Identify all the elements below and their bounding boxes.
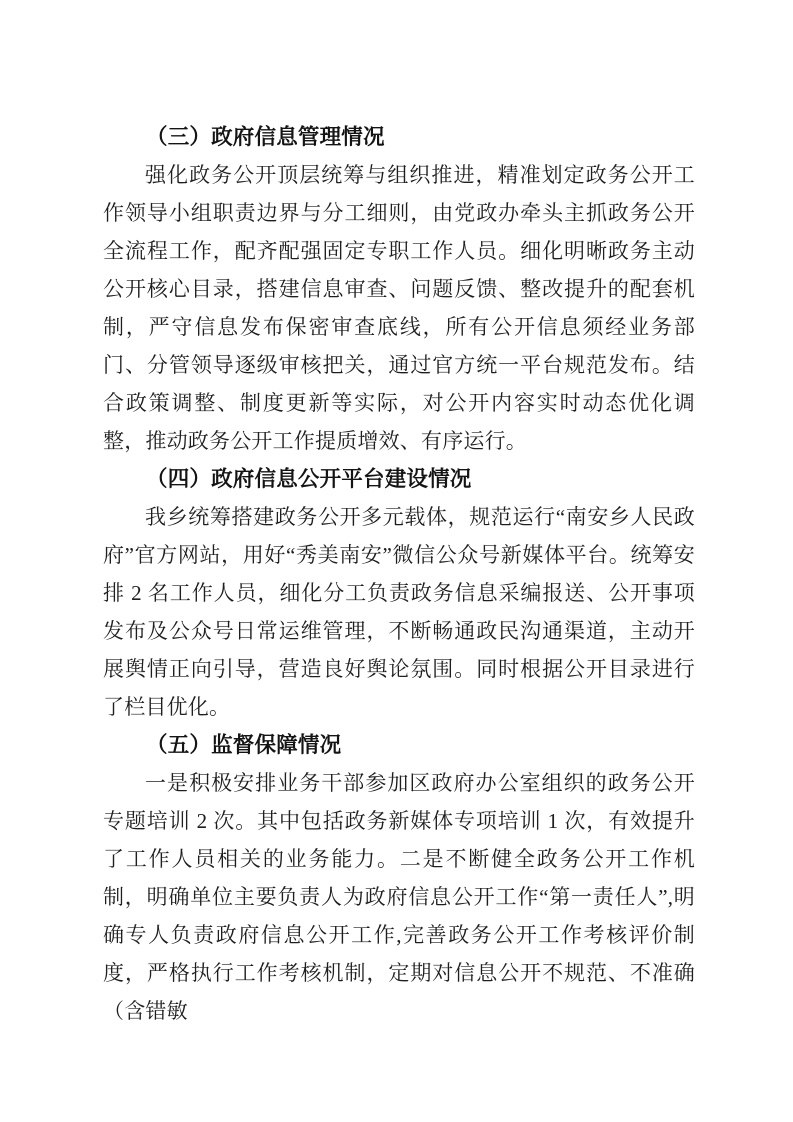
section-paragraph-info-management: 强化政务公开顶层统筹与组织推进，精准划定政务公开工作领导小组职责边界与分工细则，由党政办牵头主抓政务公开全流程工作，配齐配强固定专职工作人员。细化明晰政务主动公开核心目录，搭建信息审查、问题反馈、整改提升的配套机制，严守信息发布保密审查底线，所有公开信息须经业务部门、分管领导逐级审核把关，通过官方统一平台规范发布。结合政策调整、制度更新等实际，对公开内容实时动态优化调整，推动政务公开工作提质增效、有序运行。	[103, 163, 695, 453]
section-paragraph-platform-construction: 我乡统筹搭建政务公开多元载体，规范运行“南安乡人民政府”官方网站，用好“秀美南安”微信公众号新媒体平台。统筹安排 2 名工作人员，细化分工负责政务信息采编报送、公开事项发布及公众号日常运维管理，不断畅通政民沟通渠道，主动开展舆情正向引导，营造良好舆论氛围。同时根据公开目录进行了栏目优化。	[103, 505, 695, 719]
document-content	[103, 118, 695, 1030]
section-info-management	[103, 118, 695, 460]
section-heading-supervision-guarantee: （五）监督保障情况	[146, 733, 342, 757]
section-paragraph-supervision-guarantee: 一是积极安排业务干部参加区政府办公室组织的政务公开专题培训 2 次。其中包括政务新媒体专项培训 1 次，有效提升了工作人员相关的业务能力。二是不断健全政务公开工作机制，明确单位主要负责人为政府信息公开工作“第一责任人”,明确专人负责政府信息公开工作,完善政务公开工作考核评价制度，严格执行工作考核机制，定期对信息公开不规范、不准确（含错敏	[103, 771, 695, 1023]
section-platform-construction	[103, 460, 695, 726]
section-heading-info-management: （三）政府信息管理情况	[146, 125, 385, 149]
section-supervision-guarantee	[103, 726, 695, 1030]
section-heading-platform-construction: （四）政府信息公开平台建设情况	[146, 467, 472, 491]
